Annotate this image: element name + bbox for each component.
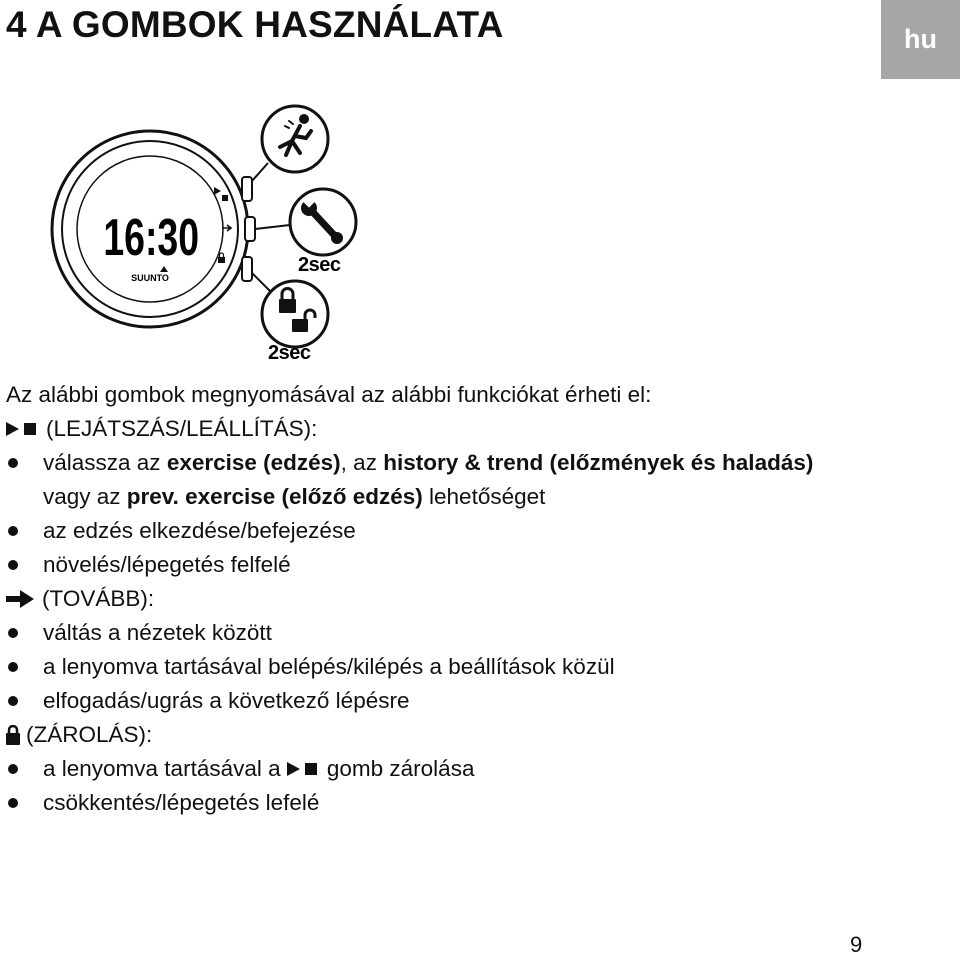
list-item: a lenyomva tartásával a gomb zárolása bbox=[6, 752, 936, 786]
list-item-continuation: vagy az prev. exercise (előző edzés) lehetőséget bbox=[43, 484, 546, 509]
bullet-icon bbox=[8, 764, 18, 774]
hold-duration-label-lock: 2sec bbox=[268, 342, 311, 364]
lock-heading: (ZÁROLÁS): bbox=[6, 718, 936, 752]
bullet-icon bbox=[8, 526, 18, 536]
list-item: az edzés elkezdése/befejezése bbox=[6, 514, 936, 548]
watch-button-bottom bbox=[242, 257, 252, 281]
lock-marker-icon bbox=[218, 257, 225, 263]
settings-button-bubble bbox=[290, 189, 356, 255]
list-item: növelés/lépegetés felfelé bbox=[6, 548, 936, 582]
list-item: válassza az exercise (edzés) , az history & trend (előzmények és haladás) bbox=[6, 446, 936, 480]
bullet-icon bbox=[8, 662, 18, 672]
next-arrow-icon bbox=[6, 590, 36, 608]
bullet-icon bbox=[8, 696, 18, 706]
play-stop-icon bbox=[287, 761, 321, 777]
watch-brand: SUUNTO bbox=[131, 273, 169, 283]
watch-illustration bbox=[0, 95, 420, 375]
watch-time: 16:30 bbox=[103, 207, 200, 267]
play-stop-heading: (LEJÁTSZÁS/LEÁLLÍTÁS): bbox=[6, 412, 936, 446]
button-functions-text bbox=[6, 378, 936, 820]
bullet-icon bbox=[8, 628, 18, 638]
lock-button-bubble bbox=[262, 281, 328, 347]
exercise-button-bubble bbox=[262, 106, 328, 172]
play-stop-icon bbox=[6, 421, 40, 437]
bullet-icon bbox=[8, 458, 18, 468]
list-item: a lenyomva tartásával belépés/kilépés a beállítások közül bbox=[6, 650, 936, 684]
bullet-icon bbox=[8, 798, 18, 808]
watch-button-top bbox=[242, 177, 252, 201]
watch-button-middle bbox=[245, 217, 255, 241]
list-item: váltás a nézetek között bbox=[6, 616, 936, 650]
hold-duration-label-settings: 2sec bbox=[298, 254, 341, 276]
list-item: elfogadás/ugrás a következő lépésre bbox=[6, 684, 936, 718]
list-item: csökkentés/lépegetés lefelé bbox=[6, 786, 936, 820]
next-heading: (TOVÁBB): bbox=[6, 582, 936, 616]
language-tab: hu bbox=[881, 0, 960, 79]
stop-marker-icon bbox=[222, 195, 228, 201]
page-number: 9 bbox=[850, 932, 863, 957]
intro-line: Az alábbi gombok megnyomásával az alábbi funkciókat érheti el: bbox=[6, 382, 652, 407]
chapter-title: 4 A GOMBOK HASZNÁLATA bbox=[6, 4, 504, 45]
bullet-icon bbox=[8, 560, 18, 570]
lock-icon bbox=[6, 725, 20, 745]
